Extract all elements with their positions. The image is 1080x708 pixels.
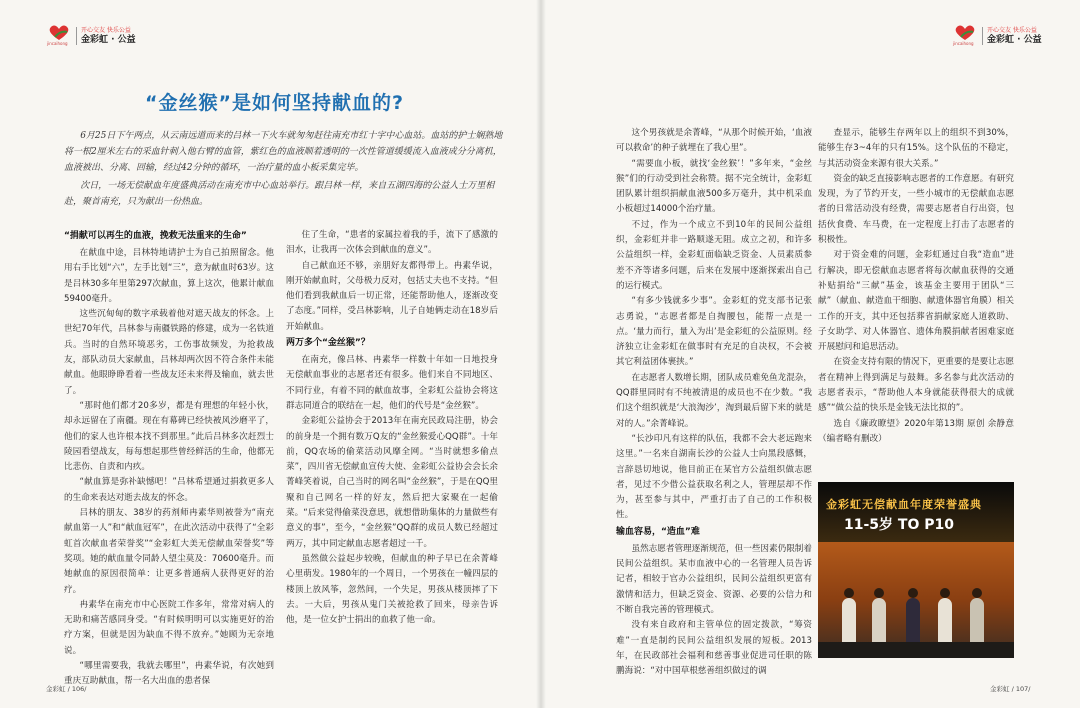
logo-divider [982,27,983,45]
body-paragraph: “需要血小板，就找‘金丝猴’！”多年来，“金丝猴”们的行动受到社会称赞。据不完全统计，金彩虹团队累计组织捐献血液500多万毫升，其中机采血小板超过14000个治疗量。 [616,158,812,215]
body-paragraph: 这个男孩就是余菁峰，“从那个时候开始，‘血液可以救命’的种子就埋在了我心里”。 [616,128,812,154]
body-paragraph: “长沙印凡有这样的队伍，我都不会大老远跑来这里。”一名来自湖南长沙的公益人士向黑段感慨，言辞恳切地说，他目前正在某官方公益组织做志愿者，见过不少借公益获取名利之人，管理层却不作为，甚至参与其中，严重打击了自己的工作积极性。 [616,433,812,521]
body-paragraph: 对于资金难的问题，金彩虹通过自我“造血”进行解决，即无偿献血志愿者将每次献血获得的交通补贴捐给“三献”基金，该基金主要用于团队“三献”（献血、献造血干细胞、献遗体器官角膜）相关工作的开支，其中还包括葬省捐献家庭人道救助、子女助学、对人体器官、遗体角膜捐献者困难家庭开展慰问和追思活动。 [818,250,1014,353]
photo-banner-text: 金彩虹无偿献血年度荣誉盛典 [826,498,982,511]
photo-person [872,598,886,644]
text-column-3 [616,126,812,677]
body-paragraph: 资金的缺乏直接影响志愿者的工作意愿。有研究发现，为了节约开支，一些小城市的无偿献血志愿者的日常活动没有经费，需要志愿者自行出资，包括伙食费、车马费，在一定程度上打击了志愿者的积极性。 [818,173,1014,246]
photo-person [970,598,984,644]
body-paragraph: “那时他们都才20多岁，都是有理想的年轻小伙，却永远留在了南疆。现在有幕碑已经快被风沙磨平了，他们的家人也许根本找不到那里。”此后吕林多次赶烈士陵园看望战友，每每想起那些曾经鲜活的生命，他都无比悲伤、自责和内疚。 [64,400,274,473]
body-paragraph: 这些沉甸甸的数字承载着他对遮天战友的怀念。上世纪70年代，吕林参与南疆铁路的修建，成为一名铁道兵。当时的自然环境恶劣，工伤事故频发，为抢救战友，部队动员大家献血，吕林却两次因不符合条件未能献血。他眼睁睁看着一些战友还未来得及输血，就去世了。 [64,309,274,396]
text-column-1 [64,228,274,687]
body-paragraph: “献血算是弥补缺憾吧！”吕林希望通过捐救更多人的生命来表达对逝去战友的怀念。 [64,477,274,503]
body-paragraph: 住了生命，“患者的家属拉着我的手，流下了感激的泪水，让我再一次体会到献血的意义”。 [286,230,498,256]
section-heading: “捐献可以再生的血液，挽救无法重来的生命” [64,231,247,241]
body-paragraph: 不过，作为一个成立不到10年的民间公益组织，金彩虹并非一路顺遂无阻。成立之初，和许多公益组织一样，金彩虹面临缺乏资金、人员素质参差不齐等诸多问题，后来在发展中逐渐探索出自己的运行模式。 [616,219,812,291]
body-paragraph: 选自《廉政瞭望》2020年第13期 原创 余静意（编者略有删改） [818,418,1014,444]
photo-person-head [940,588,950,598]
logo-mark [46,24,72,48]
photo-person-head [908,588,918,598]
section-heading: 输血容易，“造血”难 [616,526,700,537]
header-logo-left [46,24,136,48]
logo-mark [952,24,978,48]
page-number-right: 金彩虹 / 107/ [990,685,1031,693]
logo-brand: 金彩虹 · 公益 [987,34,1042,45]
text-column-2 [286,228,498,668]
heart-logo-icon [952,24,978,42]
text-column-4 [818,126,1014,478]
logo-subtext: jincaihong [47,41,68,46]
body-paragraph: 虽然做公益起步较晚，但献血的种子早已在余菁峰心里萌发。1980年的一个周日，一个男孩在一幢四层的楼顶上放风筝，忽然间，一个失足，男孩从楼顶摔了下去。一大后，男孩从鬼门关被抢救了回来，母亲告诉他，是一位女护士捐出的血救了他一命。 [286,553,498,626]
body-paragraph: 在资金支持有限的情况下，更重要的是要让志愿者在精神上得到满足与鼓舞。多名参与此次活动的志愿者表示，“帮助他人本身就能获得很大的成就感”“做公益的快乐是金钱无法比拟的”。 [818,357,1014,414]
photo-person-head [972,588,982,598]
body-paragraph: 在南充，像吕林、冉素华一样数十年如一日地投身无偿献血事业的志愿者还有很多。他们来自不同地区、不同行业，有着不同的献血故事，全彩虹公益协会将这群志同道合的联结在一起，他们的代号是“金丝猴”。 [286,355,498,411]
body-paragraph: 查显示，能够生存两年以上的组织不到30%，能够生存3~4年的只有15%。这个队伍的不稳定，与其活动资金来源有很大关系。” [818,128,1014,169]
body-paragraph: 虽然志愿者管理逐渐规范，但一些因素仍限制着民间公益组织。某市血液中心的一名管理人员告诉记者，相较于官办公益组织，民间公益组织更富有激情和活力，但缺乏资金、资源、必要的公信力和不断自我完善的管理模式。 [616,543,812,615]
photo-person [938,598,952,644]
heart-logo-icon [46,24,72,42]
logo-slogan: 开心交友 快乐公益 [81,26,131,34]
event-photo [818,482,1014,658]
photo-banner-subtext: 11-5岁 TO P10 [844,517,954,533]
photo-foreground [818,642,1014,658]
body-paragraph: 吕林的朋友、38岁的药剂师冉素华则被誉为“南充献血第一人”和“献血冠军”，在此次活动中获得了“全彩虹首次献血者荣誉奖”“金彩虹大美无偿献血荣誉奖”等奖项。她的献血量令同龄人望尘莫及：70600毫升。而她献血的原因很简单：让更多普通病人获得更好的治疗。 [64,508,274,595]
body-paragraph: 在志愿者人数增长期，团队成员难免鱼龙混杂，QQ群里同时有不纯被清退的成员也不在少数。“我们这个组织就是‘大浪淘沙’，淘到最后留下来的就是对的人。”余菁峰说。 [616,372,812,429]
logo-subtext: jincaihong [953,41,974,46]
section-heading: 两万多个“金丝猴”？ [286,338,370,349]
article-title: “金丝猴”是如何坚持献血的? [145,92,404,114]
logo-divider [76,27,77,45]
photo-person [906,598,920,644]
photo-person-head [844,588,854,598]
body-paragraph: “哪里需要我，我就去哪里”，冉素华说，有次她到重庆互助献血，帮一名大出血的患者保 [64,661,274,687]
lead-paragraph: 6月25日下午两点，从云南远道而来的吕林一下火车就匆匆赶往南充市红十字中心血站。血站的护士娴熟地将一根2厘米左右的采血针刺入他右臂的血管，紫红色的血液顺着透明的一次性管道缓缓流入血液成分分离机，血液被出、分离、回输，经过42分钟的循环，一治疗量的血小板采集完毕。 [64,131,503,173]
body-paragraph: 没有来自政府和主管单位的固定拨款，“筹资难”一直是制约民间公益组织发展的短板。2013年，在民政部社会福利和慈善事业促进司任职的陈鹏海说：“对中国草根慈善组织做过的调 [616,620,812,677]
body-paragraph: “有多少钱就多少事”。金彩虹的党支部书记张志勇说，“志愿者都是自掏腰包，能帮一点是一点。‘量力而行，量入为出’是金彩虹的公益原则。经济独立让金彩虹在做事时有充足的自决权，不会被其它利益团体裹挟。” [616,296,812,368]
body-paragraph: 自己献血还不够，亲朋好友都得带上。冉素华说，刚开始献血时，父母极力反对，包括丈夫也不支持。“但他们看到我献血后一切正常，还能帮助他人，逐渐改变了态度。”同样，受吕林影响，儿子自她俩走动在18岁后开始献血。 [286,260,498,332]
photo-person [842,598,856,644]
logo-brand: 金彩虹 · 公益 [81,34,136,45]
page-number-left: 金彩虹 / 106/ [46,685,87,693]
logo-slogan: 开心交友 快乐公益 [987,26,1037,34]
lead-paragraph: 次日，一场无偿献血年度盛典活动在南充市中心血站举行。跟吕林一样，来自五湖四海的公益人士万里相赴，聚首南充，只为献出一份热血。 [64,181,495,207]
body-paragraph: 金彩虹公益协会于2013年在南充民政局注册，协会的前身是一个拥有数万Q友的“金丝猴爱心QQ群”。十年前，QQ农场的偷菜活动风靡全网。“当时就想多偷点菜”，四川省无偿献血宣传大使、金彩虹公益协会会长余菁峰笑着说，自己当时的网名叫“金丝猴”，于是在QQ里聚和自己网名一样的好友，然后把大家聚在一起偷菜。“后来觉得偷菜没意思，就想借助集体的力量做些有意义的事”，至今，“金丝猴”QQ群的成员人数已经超过两万，其中同定献血志愿者超过一千。 [286,416,498,549]
body-paragraph: 在献血中途，吕林特地请护士为自己拍照留念。他用右手比划“六”，左手比划“三”，意为献血时63岁。这是吕林30多年里第297次献血，算上这次，他累计献血59400毫升。 [64,248,274,304]
photo-person-head [874,588,884,598]
body-paragraph: 冉素华在南充市中心医院工作多年，常常对病人的无助和痛苦感同身受。“有时候明明可以实施更好的治疗方案，但就是因为缺血不得不放弃。”她顾为无奈地说。 [64,599,274,656]
article-lead [64,128,508,212]
header-logo-right [952,24,1042,48]
